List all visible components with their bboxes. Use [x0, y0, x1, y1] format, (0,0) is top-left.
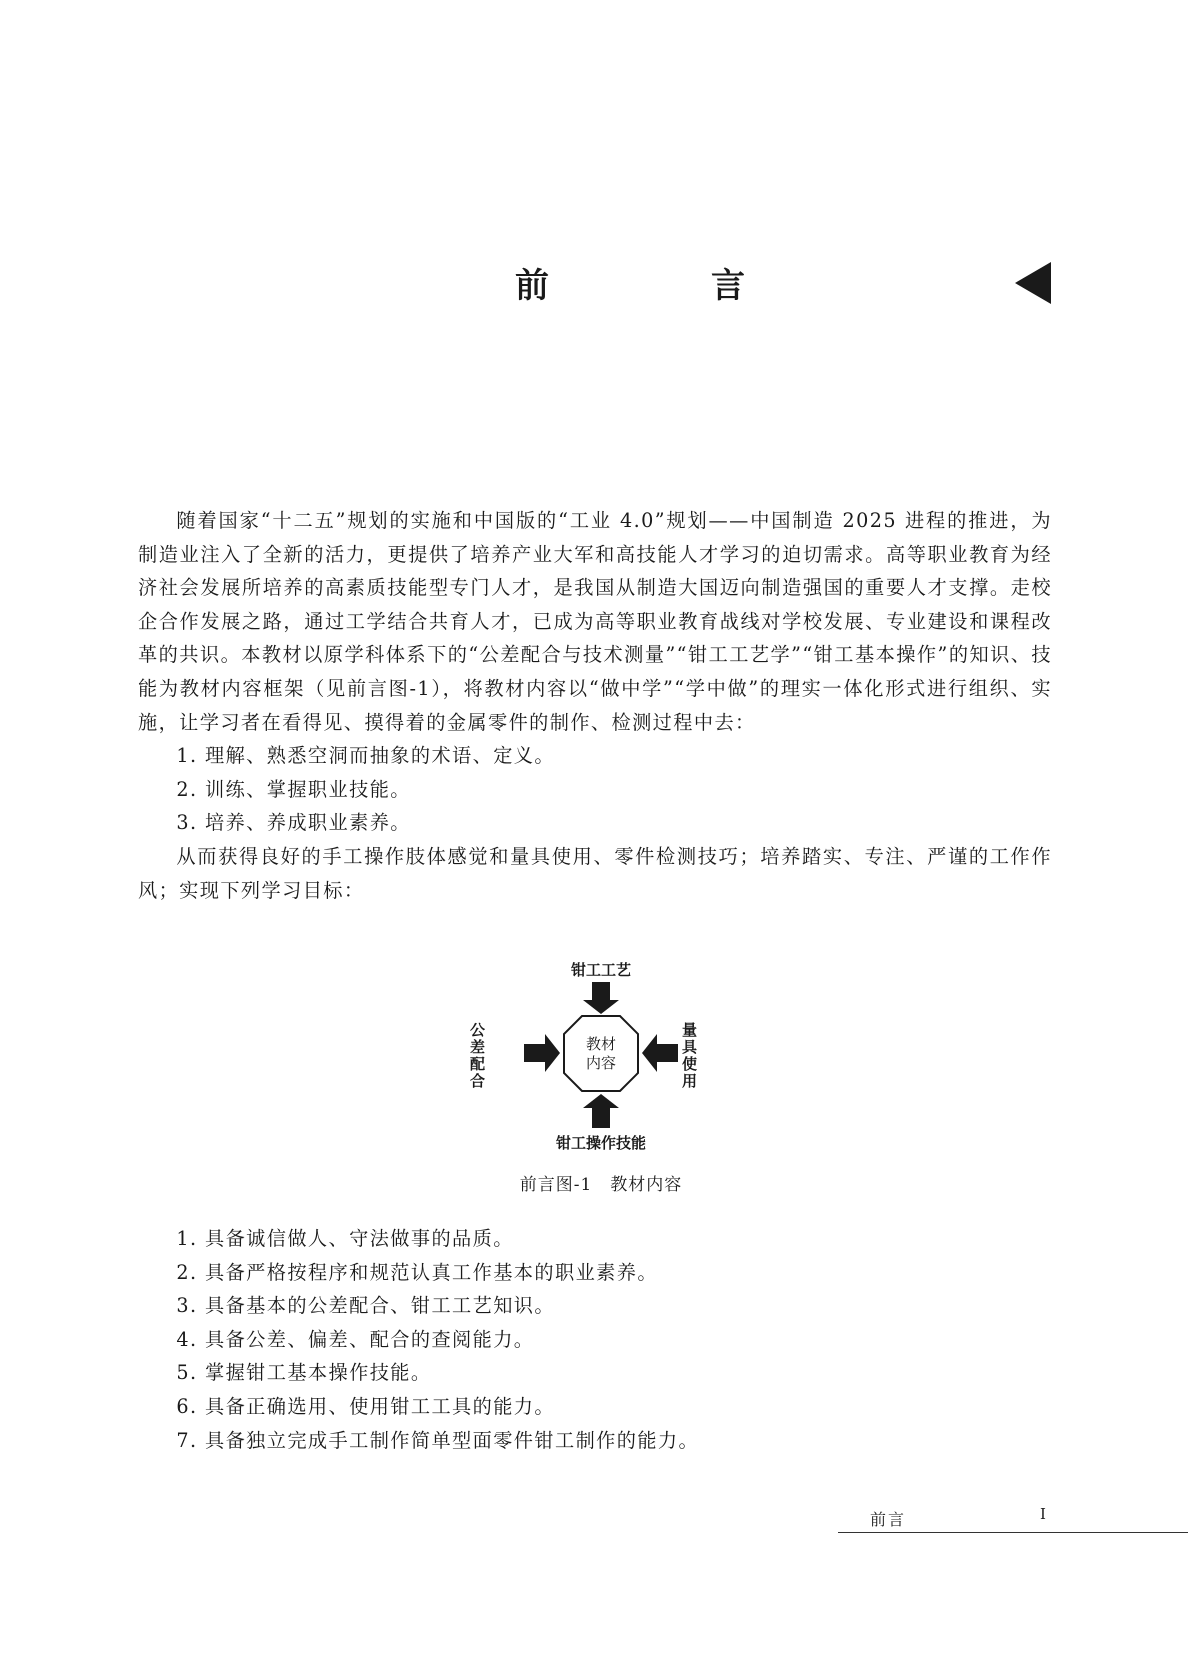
svg-text:配: 配 — [470, 1055, 486, 1073]
list-item: 1. 理解、熟悉空洞而抽象的术语、定义。 — [176, 744, 555, 768]
center-text-line1: 教材 — [585, 1035, 617, 1053]
arrow-up-icon — [583, 1094, 619, 1128]
list-item: 5. 掌握钳工基本操作技能。 — [176, 1361, 432, 1385]
list-item: 3. 具备基本的公差配合、钳工工艺知识。 — [176, 1294, 555, 1318]
left-triangle-icon — [1015, 262, 1051, 304]
label-left — [470, 1021, 486, 1090]
intro-paragraph: 随着国家“十二五”规划的实施和中国版的“工业 4.0”规划——中国制造 2025 进程的推进，为制造业注入了全新的活力，更提供了培养产业大军和高技能人才学习的迫切需求。高等职业教育为经济社会发展所培养的高素质技能型专门人才，是我国从制造大国迈向制造强国的重要人才支撑。走校企合作发展之路，通过工学结合共育人才，已成为高等职业教育战线对学校发展、专业建设和课程改革的共识。本教材以原学科体系下的“公差配合与技术测量”“钳工工艺学”“钳工基本操作”的知识、技能为教材内容框架（见前言图-1），将教材内容以“做中学”“学中做”的理实一体化形式进行组织、实施，让学习者在看得见、摸得着的金属零件的制作、检测过程中去： — [138, 509, 1052, 734]
list-item: 2. 训练、掌握职业技能。 — [176, 777, 411, 801]
svg-text:量: 量 — [682, 1021, 698, 1039]
intro-section — [138, 504, 1052, 907]
svg-text:用: 用 — [682, 1072, 698, 1090]
list-item: 3. 培养、养成职业素养。 — [176, 811, 411, 835]
svg-text:使: 使 — [682, 1055, 698, 1073]
center-text-line2: 内容 — [585, 1054, 617, 1072]
content-diagram — [470, 960, 732, 1160]
list-item: 1. 具备诚信做人、守法做事的品质。 — [176, 1227, 514, 1250]
figure-caption — [0, 1170, 1202, 1195]
arrow-right-icon — [524, 1034, 560, 1072]
page-number: I — [1040, 1505, 1046, 1523]
intro-paragraph: 从而获得良好的手工操作肢体感觉和量具使用、零件检测技巧；培养踏实、专注、严谨的工作作风；实现下列学习目标： — [138, 844, 1052, 902]
page-title: 前 言 — [515, 266, 809, 306]
svg-text:合: 合 — [470, 1072, 486, 1090]
label-right — [682, 1021, 698, 1090]
svg-text:差: 差 — [470, 1038, 486, 1056]
list-item: 4. 具备公差、偏差、配合的查阅能力。 — [176, 1327, 535, 1351]
list-item: 6. 具备正确选用、使用钳工工具的能力。 — [176, 1394, 555, 1418]
footer-label: 前言 — [870, 1510, 907, 1529]
label-bottom: 钳工操作技能 — [555, 1134, 647, 1152]
caption-title: 教材内容 — [610, 1175, 683, 1195]
arrow-left-icon — [642, 1034, 678, 1072]
footer-rule — [838, 1532, 1188, 1533]
label-top: 钳工工艺 — [570, 961, 632, 979]
list-item: 2. 具备严格按程序和规范认真工作基本的职业素养。 — [176, 1260, 658, 1284]
svg-text:公: 公 — [470, 1021, 486, 1039]
list-item: 7. 具备独立完成手工制作简单型面零件钳工制作的能力。 — [176, 1428, 700, 1452]
arrow-down-icon — [583, 982, 619, 1014]
caption-number: 前言图-1 — [519, 1175, 593, 1195]
svg-text:具: 具 — [682, 1038, 698, 1056]
goals-list — [138, 1222, 1052, 1457]
